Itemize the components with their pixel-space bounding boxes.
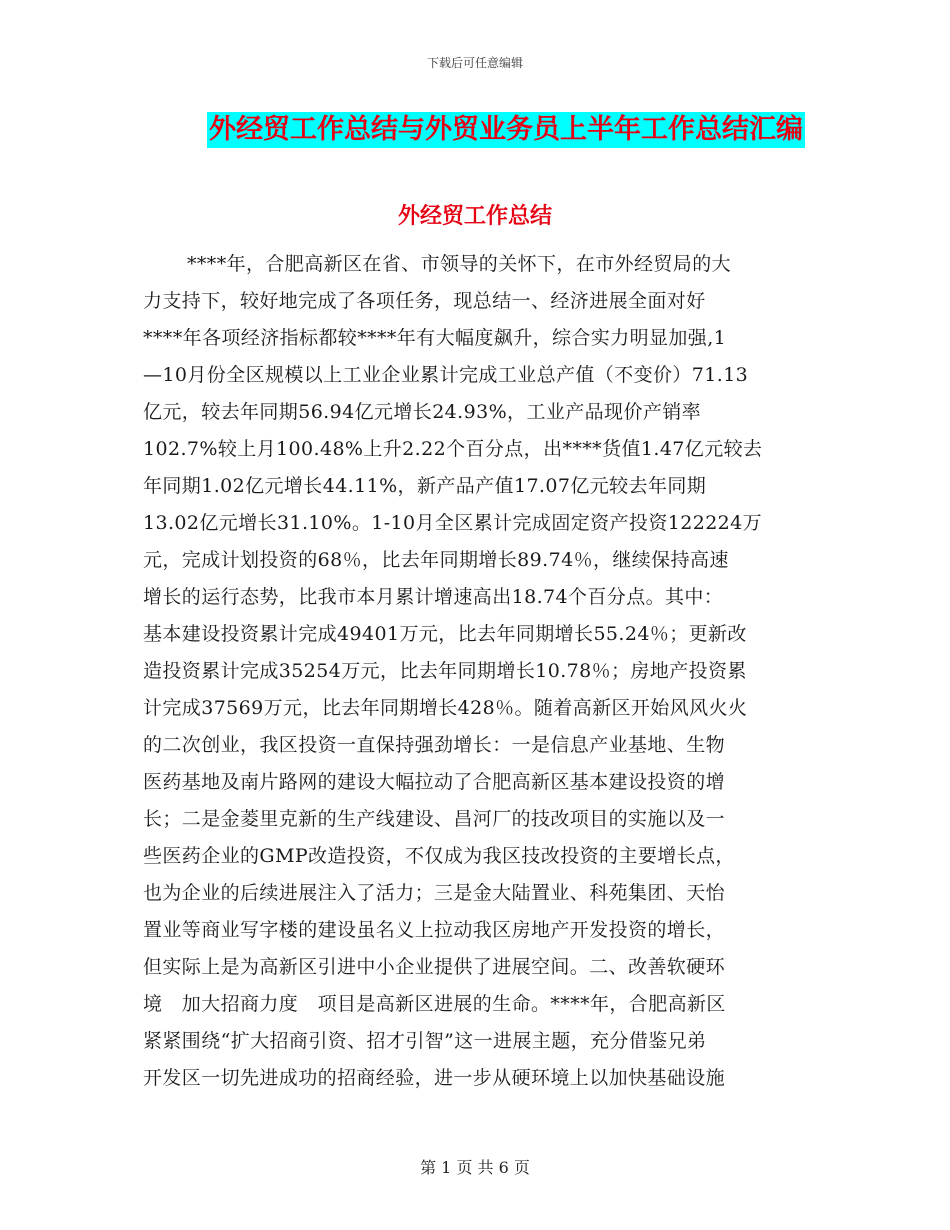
body-line: ****年，合肥高新区在省、市领导的关怀下，在市外经贸局的大 bbox=[187, 253, 732, 275]
body-line: 紧紧围绕“扩大招商引资、招才引智”这一进展主题，充分借鉴兄弟 bbox=[143, 1030, 707, 1052]
page-header: 下载后可任意编辑 bbox=[426, 56, 523, 70]
page-number: 第 1 页 共 6 页 bbox=[420, 1158, 530, 1177]
body-line: 年同期1.02亿元增长44.11%，新产品产值17.07亿元较去年同期 bbox=[143, 475, 707, 497]
body-line: 亿元，较去年同期56.94亿元增长24.93%，工业产品现价产销率 bbox=[143, 401, 702, 423]
body-line: 造投资累计完成35254万元，比去年同期增长10.78％；房地产投资累 bbox=[143, 660, 747, 682]
body-line: —10月份全区规模以上工业企业累计完成工业总产值（不变价）71.13 bbox=[143, 364, 749, 386]
body-line: 些医药企业的GMP改造投资，不仅成为我区技改投资的主要增长点， bbox=[143, 845, 735, 867]
body-line: 也为企业的后续进展注入了活力；三是金大陆置业、科苑集团、天怡 bbox=[143, 882, 726, 904]
body-line: 的二次创业，我区投资一直保持强劲增长：一是信息产业基地、生物 bbox=[143, 734, 726, 756]
body-line: 计完成37569万元，比去年同期增长428％。随着高新区开始风风火火 bbox=[143, 697, 748, 719]
section-title: 外经贸工作总结 bbox=[397, 204, 552, 229]
body-line: 力支持下，较好地完成了各项任务，现总结一、经济进展全面对好 bbox=[143, 290, 706, 312]
document-title: 外经贸工作总结与外贸业务员上半年工作总结汇编 bbox=[207, 112, 805, 148]
body-text bbox=[143, 246, 809, 1097]
body-line: 元，完成计划投资的68％，比去年同期增长89.74％，继续保持高速 bbox=[143, 549, 729, 571]
body-line: 102.7%较上月100.48%上升2.22个百分点，出****货值1.47亿元较去 bbox=[143, 438, 763, 460]
body-line: ****年各项经济指标都较****年有大幅度飙升，综合实力明显加强,1 bbox=[143, 327, 727, 349]
body-line: 但实际上是为高新区引进中小企业提供了进展空间。二、改善软硬环 bbox=[143, 956, 726, 978]
body-line: 置业等商业写字楼的建设虽名义上拉动我区房地产开发投资的增长， bbox=[143, 919, 726, 941]
body-line: 13.02亿元增长31.10%。1-10月全区累计完成固定资产投资122224万 bbox=[143, 512, 763, 534]
body-line: 基本建设投资累计完成49401万元，比去年同期增长55.24％；更新改 bbox=[143, 623, 747, 645]
body-line: 境 加大招商力度 项目是高新区进展的生命。****年，合肥高新区 bbox=[143, 993, 726, 1015]
body-line: 增长的运行态势，比我市本月累计增速高出18.74个百分点。其中： bbox=[143, 586, 724, 608]
body-line: 开发区一切先进成功的招商经验，进一步从硬环境上以加快基础设施 bbox=[143, 1067, 726, 1089]
body-line: 长；二是金菱里克新的生产线建设、昌河厂的技改项目的实施以及一 bbox=[143, 808, 726, 830]
body-line: 医药基地及南片路网的建设大幅拉动了合肥高新区基本建设投资的增 bbox=[143, 771, 726, 793]
